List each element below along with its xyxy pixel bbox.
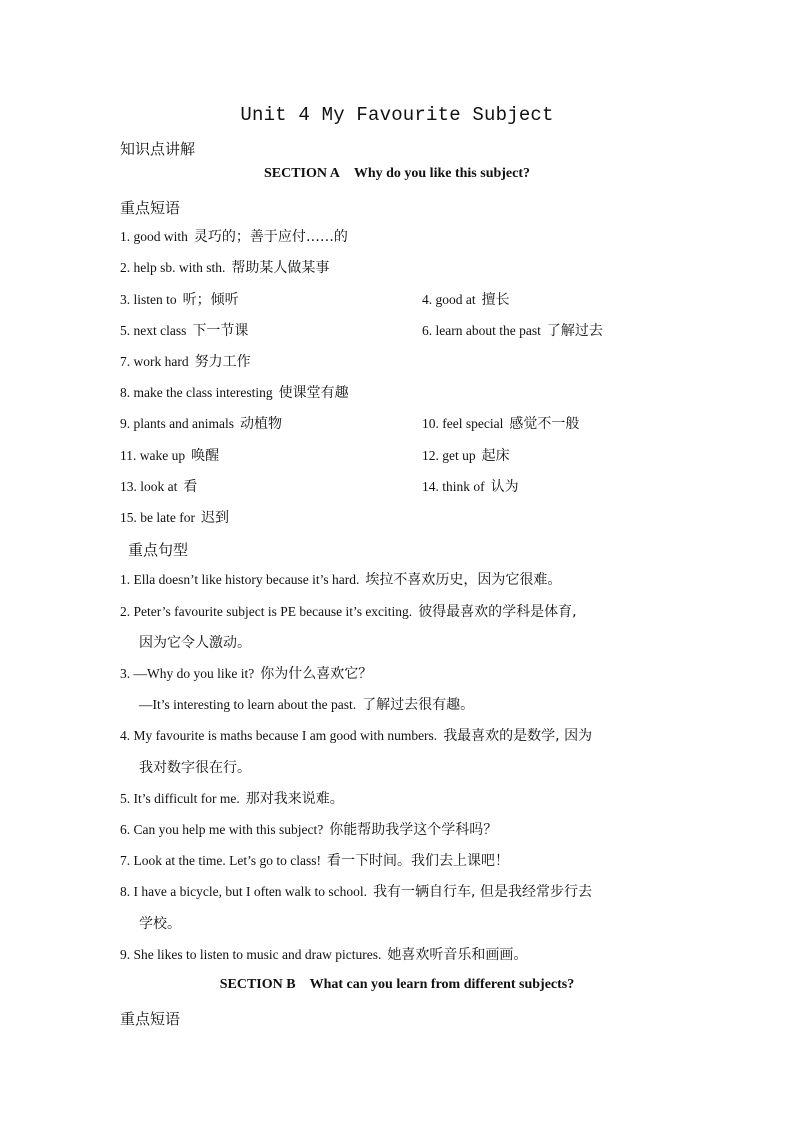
phrase-en: 1. good with — [120, 229, 188, 244]
sentence-en: 8. I have a bicycle, but I often walk to school. — [120, 884, 368, 899]
sentence-item — [120, 851, 509, 871]
sentence-zh: 你能帮助我学这个学科吗？ — [329, 822, 498, 838]
sentence-zh: 我最喜欢的是数学, 因为 — [443, 728, 593, 744]
phrase-en: 11. wake up — [120, 448, 186, 463]
phrase-item — [120, 508, 229, 528]
sentence-item — [120, 945, 527, 965]
phrase-item — [120, 414, 282, 434]
section-a-label: SECTION A — [263, 166, 340, 181]
sentence-zh: 你为什么喜欢它？ — [260, 666, 373, 682]
sentence-zh: 我对数字很在行。 — [139, 760, 251, 776]
phrase-en: 13. look at — [120, 479, 178, 494]
sentence-zh: 那对我来说难。 — [245, 791, 344, 807]
sentence-zh: 埃拉不喜欢历史，因为它很难。 — [365, 572, 562, 588]
sentence-item — [139, 695, 474, 715]
phrase-en: 4. good at — [422, 292, 476, 307]
phrase-en: 10. feel special — [422, 416, 504, 431]
sentence-en: 1. Ella doesn’t like history because it’s hard. — [120, 572, 360, 587]
sentence-en: 5. It’s difficult for me. — [120, 791, 240, 806]
phrase-item — [120, 383, 349, 403]
phrase-en: 5. next class — [120, 323, 187, 338]
section-a-question: Why do you like this subject? — [353, 166, 531, 181]
phrase-zh: 迟到 — [200, 510, 229, 526]
phrase-item — [120, 477, 197, 497]
phrase-zh: 努力工作 — [194, 354, 251, 370]
sentence-continuation — [139, 914, 181, 934]
phrase-item — [120, 446, 219, 466]
phrase-en: 9. plants and animals — [120, 416, 234, 431]
sentence-zh: 我有一辆自行车, 但是我经常步行去 — [373, 884, 592, 900]
sentence-en: 4. My favourite is maths because I am good with numbers. — [120, 728, 438, 743]
sentence-en: 6. Can you help me with this subject? — [120, 822, 324, 837]
sentence-item — [120, 789, 344, 809]
sentence-zh: 了解过去很有趣。 — [362, 697, 475, 713]
phrase-item — [422, 446, 510, 466]
section-b-question: What can you learn from different subjects? — [309, 977, 575, 992]
phrase-zh: 使课堂有趣 — [278, 385, 349, 401]
phrase-en: 2. help sb. with sth. — [120, 260, 226, 275]
phrases-heading-b: 重点短语 — [120, 1010, 181, 1028]
phrase-en: 3. listen to — [120, 292, 177, 307]
phrase-en: 12. get up — [422, 448, 476, 463]
phrase-zh: 帮助某人做某事 — [231, 260, 330, 276]
sentence-item — [120, 882, 592, 902]
sentence-en: 3. —Why do you like it? — [120, 666, 255, 681]
sentence-en: 7. Look at the time. Let’s go to class! — [120, 853, 321, 868]
phrase-zh: 认为 — [490, 479, 519, 495]
phrase-item — [422, 414, 579, 434]
sentence-item — [120, 570, 561, 590]
sentence-zh: 她喜欢听音乐和画画。 — [387, 947, 528, 963]
phrase-zh: 唤醒 — [191, 448, 220, 464]
page-title: Unit 4 My Favourite Subject — [240, 104, 554, 126]
phrase-en: 6. learn about the past — [422, 323, 541, 338]
phrase-item — [120, 290, 239, 310]
phrase-zh: 灵巧的；善于应付……的 — [193, 229, 348, 245]
phrases-heading: 重点短语 — [120, 199, 181, 217]
sentence-en: —It’s interesting to learn about the past. — [139, 697, 357, 712]
sentence-zh: 因为它令人激动。 — [139, 635, 251, 651]
sentence-item — [120, 820, 497, 840]
sentence-item — [120, 602, 577, 622]
phrase-item — [422, 477, 519, 497]
sentence-en: 9. She likes to listen to music and draw pictures. — [120, 947, 382, 962]
phrase-en: 15. be late for — [120, 510, 195, 525]
phrase-item — [422, 321, 603, 341]
sentence-zh: 彼得最喜欢的学科是体育, — [418, 604, 577, 620]
sentence-item — [120, 726, 592, 746]
phrase-zh: 擅长 — [481, 292, 510, 308]
phrase-zh: 感觉不一般 — [509, 416, 580, 432]
phrase-en: 8. make the class interesting — [120, 385, 273, 400]
phrase-zh: 起床 — [481, 448, 510, 464]
section-b-heading — [0, 977, 794, 993]
section-a-heading — [0, 166, 794, 182]
phrase-zh: 了解过去 — [546, 323, 603, 339]
phrase-item — [422, 290, 510, 310]
phrase-zh: 听；倾听 — [182, 292, 239, 308]
phrase-zh: 看 — [183, 479, 198, 495]
phrase-zh: 动植物 — [239, 416, 282, 432]
sentence-continuation — [139, 758, 251, 778]
sentence-continuation — [139, 633, 251, 653]
sentences-heading: 重点句型 — [128, 541, 189, 559]
section-b-label: SECTION B — [219, 977, 296, 992]
phrase-item — [120, 352, 251, 372]
sentence-en: 2. Peter’s favourite subject is PE because it’s exciting. — [120, 604, 413, 619]
phrase-en: 7. work hard — [120, 354, 189, 369]
phrase-zh: 下一节课 — [192, 323, 249, 339]
sentence-zh: 学校。 — [139, 916, 181, 932]
sentence-zh: 看一下时间。我们去上课吧！ — [326, 853, 509, 869]
phrase-en: 14. think of — [422, 479, 485, 494]
phrase-item — [120, 227, 348, 247]
phrase-item — [120, 321, 248, 341]
phrase-item — [120, 258, 329, 278]
sentence-item — [120, 664, 372, 684]
subtitle: 知识点讲解 — [120, 140, 196, 158]
